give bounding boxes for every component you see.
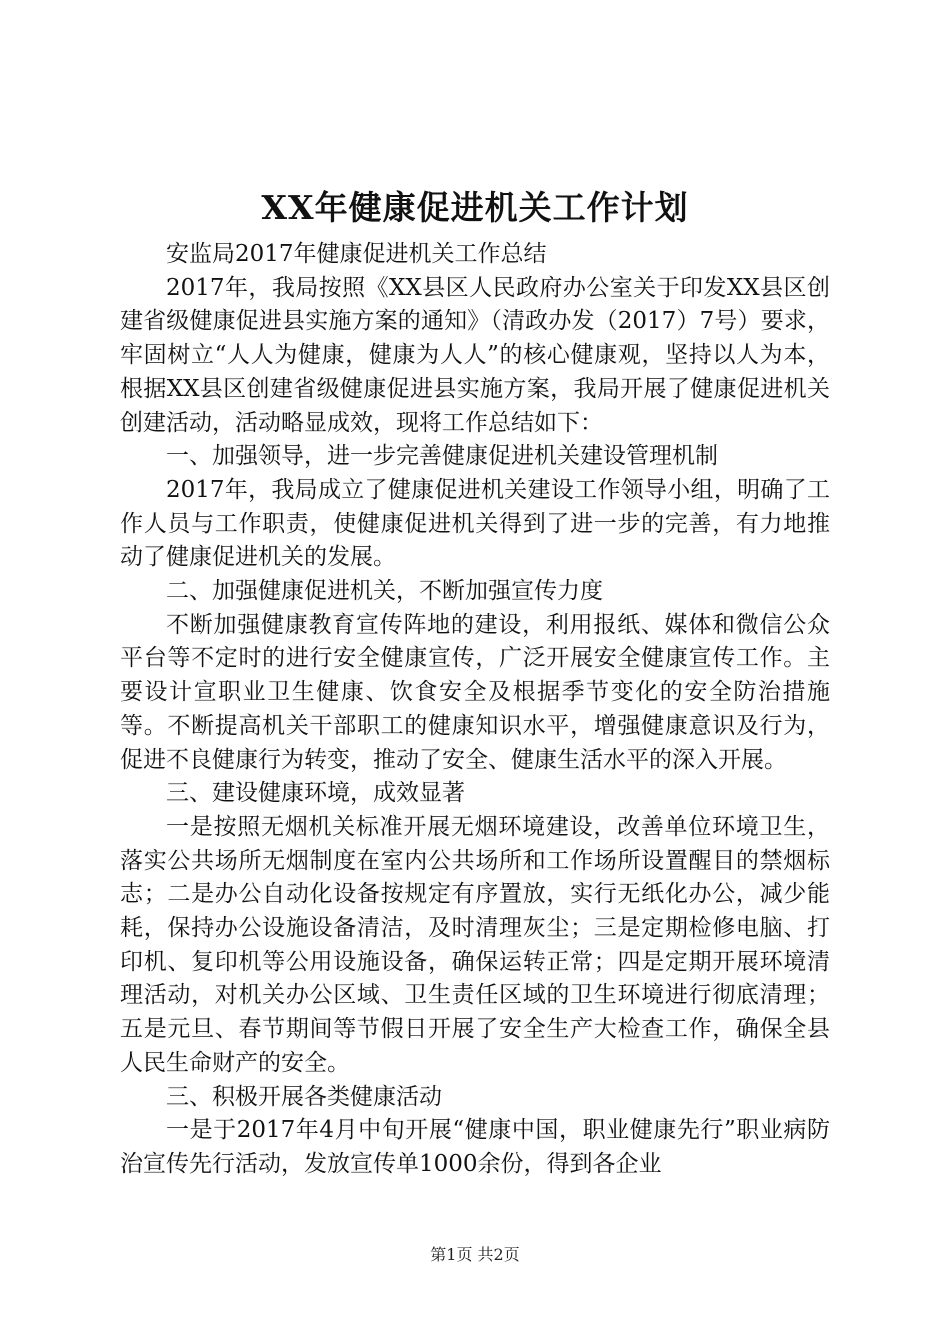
- paragraph-intro: 2017年，我局按照《XX县区人民政府办公室关于印发XX县区创建省级健康促进县实施方案的通知》（清政办发（2017）7号）要求，牢固树立“人人为健康，健康为人人”的核心健康观，坚持以人为本，根据XX县区创建省级健康促进县实施方案，我局开展了健康促进机关创建活动，活动略显成效，现将工作总结如下：: [120, 274, 830, 436]
- section-heading-3: 三、建设健康环境，成效显著: [166, 780, 465, 807]
- paragraph-section-4: 一是于2017年4月中旬开展“健康中国，职业健康先行”职业病防治宣传先行活动，发放宣传单1000余份，得到各企业: [120, 1117, 830, 1177]
- section-heading-4: 三、积极开展各类健康活动: [166, 1083, 442, 1110]
- section-heading-1: 一、加强领导，进一步完善健康促进机关建设管理机制: [166, 443, 718, 470]
- paragraph-subtitle: 安监局2017年健康促进机关工作总结: [166, 241, 547, 267]
- section-heading-2: 二、加强健康促进机关，不断加强宣传力度: [166, 578, 603, 605]
- paragraph-section-2: 不断加强健康教育宣传阵地的建设，利用报纸、媒体和微信公众平台等不定时的进行安全健康宣传，广泛开展安全健康宣传工作。主要设计宣职业卫生健康、饮食安全及根据季节变化的安全防治措施等。不断提高机关干部职工的健康知识水平，增强健康意识及行为，促进不良健康行为转变，推动了安全、健康生活水平的深入开展。: [120, 611, 830, 773]
- paragraph-section-3: 一是按照无烟机关标准开展无烟环境建设，改善单位环境卫生，落实公共场所无烟制度在室内公共场所和工作场所设置醒目的禁烟标志；二是办公自动化设备按规定有序置放，实行无纸化办公，减少能耗，保持办公设施设备清洁，及时清理灰尘；三是定期检修电脑、打印机、复印机等公用设施设备，确保运转正常；四是定期开展环境清理活动，对机关办公区域、卫生责任区域的卫生环境进行彻底清理；五是元旦、春节期间等节假日开展了安全生产大检查工作，确保全县人民生命财产的安全。: [120, 813, 830, 1076]
- document-body: [120, 238, 830, 1182]
- page-footer: 第1页 共2页: [430, 1245, 520, 1264]
- paragraph-section-1: 2017年，我局成立了健康促进机关建设工作领导小组，明确了工作人员与工作职责，使健康促进机关得到了进一步的完善，有力地推动了健康促进机关的发展。: [120, 476, 830, 571]
- document-title: XX年健康促进机关工作计划: [261, 188, 689, 227]
